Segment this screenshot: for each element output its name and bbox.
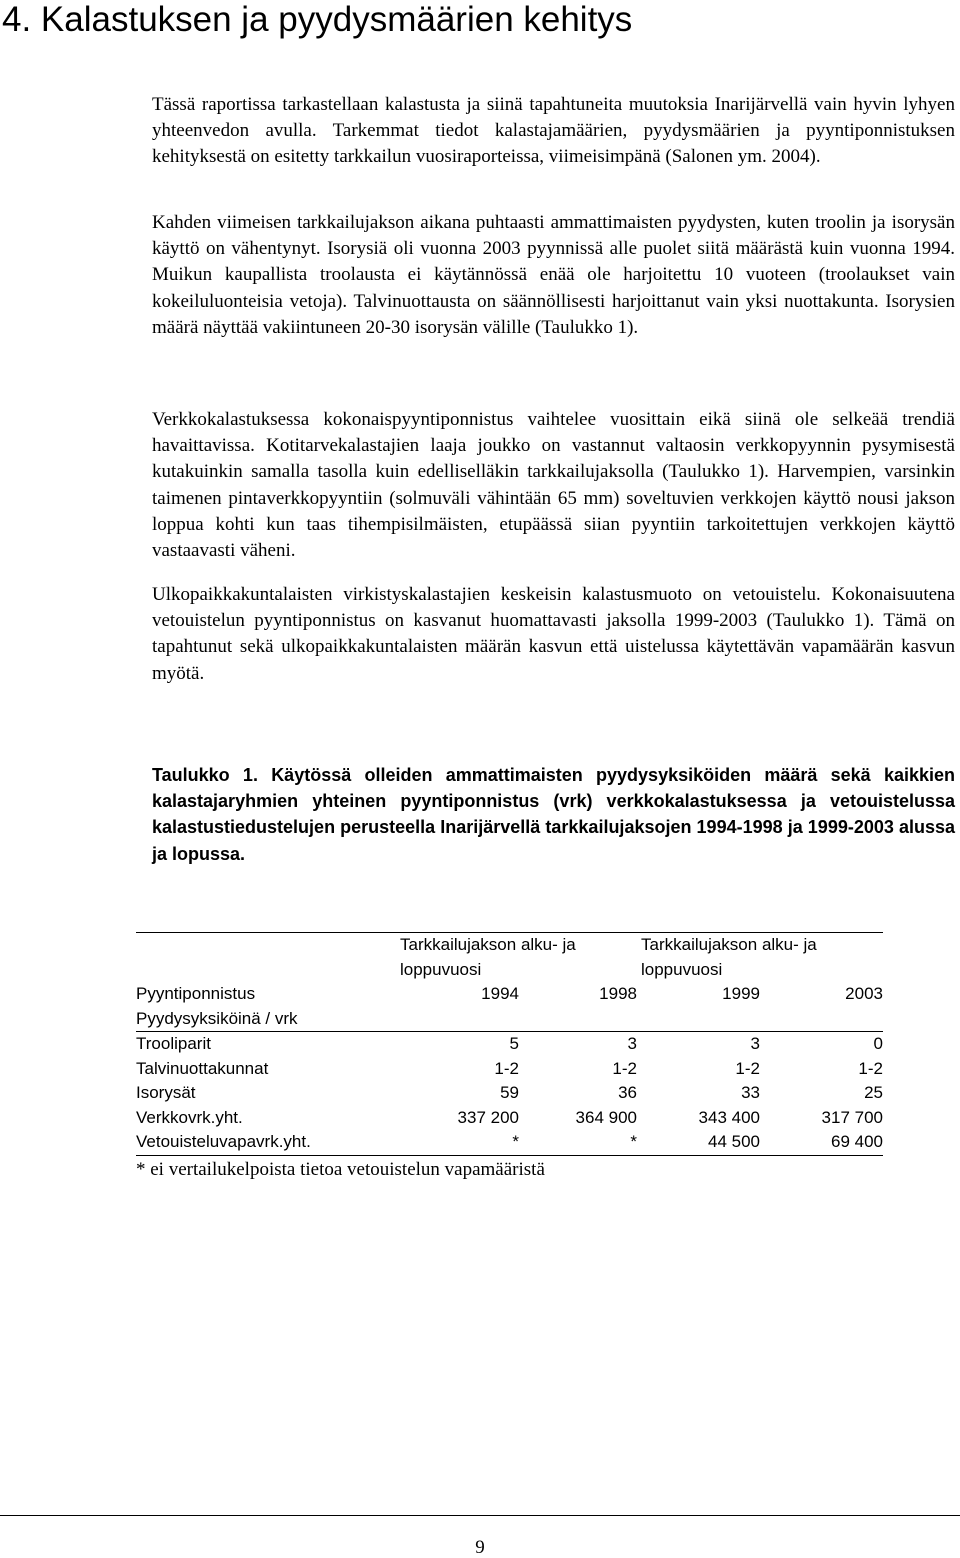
effort-label: Pyyntiponnistus (136, 984, 256, 1003)
row-label: Verkkovrk.yht. (136, 1107, 243, 1127)
value-cell: * (396, 1130, 519, 1155)
row-label: Talvinuottakunnat (136, 1058, 269, 1078)
value-cell: * (519, 1130, 637, 1155)
period-header-2: Tarkkailujakson alku- ja loppuvuosi (637, 933, 883, 983)
value-cell: 1-2 (494, 1058, 519, 1078)
page-number: 9 (475, 1537, 485, 1558)
value-cell: 1-2 (735, 1058, 760, 1078)
value-cell: 1-2 (612, 1058, 637, 1078)
table-caption: Taulukko 1. Käytössä olleiden ammattimaisten pyydysyksiköiden määrä sekä kaikkien kalastajaryhmien yhteinen pyyntiponnistus (vrk) verkkokalastuksessa ja vetouistelussa kalastustiedustelujen perusteella Inarijärvellä tarkkailujaksojen 1994-1998 ja 1999-2003 alussa ja lopussa. (152, 765, 955, 864)
value-cell: 3 (637, 1032, 760, 1057)
value-cell: 343 400 (698, 1107, 760, 1127)
value-cell: 36 (618, 1083, 637, 1102)
value-cell: 0 (760, 1032, 883, 1057)
value-cell: 33 (741, 1083, 760, 1102)
value-cell: 69 400 (760, 1130, 883, 1155)
year-cell: 1999 (722, 984, 760, 1003)
paragraph-trolling: Ulkopaikkakuntalaisten virkistyskalastajien keskeisin kalastusmuoto on vetouistelu. Kokonaisuutena vetouistelun pyyntiponnistus on kasvanut huomattavasti jaksolla 1999-2003 (Taulukko 1). Tämä on tapahtunut sekä ulkopaikkakuntalaisten määrän kasvun että uistelussa käytettävän vapamäärän kasvun myötä. (152, 584, 955, 684)
paragraph-professional-gear: Kahden viimeisen tarkkailujakson aikana puhtaasti ammattimaisten pyydysten, kuten troolin ja isorysän käyttö on vähentynyt. Isorysiä oli vuonna 2003 pyynnissä alle puolet siitä määrästä kuin vuonna 1994. Muikun kaupallista troolausta ei käytännössä enää ole harjoitettu 10 vuoteen (troolaukset vain kokeiluluonteisia vetoja). Talvinuottausta on säännöllisesti harjoittanut vain yksi nuottakunta. Isorysien määrä näyttää vakiintuneen 20-30 isorysän välille (Taulukko 1). (152, 212, 955, 338)
table-row (136, 1081, 883, 1106)
year-cell: 1998 (599, 984, 637, 1003)
row-label: Trooliparit (136, 1032, 396, 1057)
page-heading: 4. Kalastuksen ja pyydysmäärien kehitys (2, 0, 633, 39)
year-cell: 2003 (845, 984, 883, 1003)
value-cell: 364 900 (575, 1107, 637, 1127)
row-label: Isorysät (136, 1083, 196, 1102)
table-units-row (136, 1007, 883, 1032)
year-cell: 1994 (481, 984, 519, 1003)
paragraph-net-fishing: Verkkokalastuksessa kokonaispyyntiponnistus vaihtelee vuosittain eikä siinä ole selkeää trendiä havaittavissa. Kotitarvekalastajien laaja joukko on vastannut valtaosin verkkopyynnin pysymisestä kutakuinkin samalla tasolla kuin edelliselläkin tarkkailujaksolla (Taulukko 1). Harvempien, varsinkin taimenen pintaverkkopyyntiin (solmuväli vähintään 65 mm) soveltuvien verkkojen käyttö nousi jakson loppua kohti kun taas tihempisilmäisten, etupäässä siian pyyntiin tarkoitettujen verkkojen käyttö vastaavasti väheni. (152, 409, 955, 562)
units-label: Pyydysyksiköinä / vrk (136, 1008, 298, 1028)
table-row (136, 1106, 883, 1131)
value-cell: 337 200 (457, 1107, 519, 1127)
value-cell: 5 (396, 1032, 519, 1057)
period-header-1: Tarkkailujakson alku- ja loppuvuosi (396, 933, 637, 983)
value-cell: 3 (519, 1032, 637, 1057)
table-row (136, 1032, 883, 1057)
value-cell: 1-2 (858, 1058, 883, 1078)
table-row (136, 1130, 883, 1155)
paragraph-intro: Tässä raportissa tarkastellaan kalastusta ja siinä tapahtuneita muutoksia Inarijärvellä vain hyvin lyhyen yhteenvedon avulla. Tarkemmat tiedot kalastajamäärien, pyydysmäärien ja pyyntiponnistuksen kehityksestä on esitetty tarkkailun vuosiraporteissa, viimeisimpänä (Salonen ym. 2004). (152, 94, 955, 168)
effort-table (136, 932, 883, 1156)
row-label: Vetouisteluvapavrk.yht. (136, 1130, 396, 1155)
value-cell: 25 (864, 1083, 883, 1102)
table-row (136, 1057, 883, 1082)
footer-rule (0, 1515, 960, 1516)
value-cell: 59 (500, 1083, 519, 1102)
table-footnote: * ei vertailukelpoista tietoa vetouistelun vapamääristä (136, 1159, 545, 1180)
table-header-row (136, 933, 883, 983)
value-cell: 44 500 (637, 1130, 760, 1155)
value-cell: 317 700 (821, 1107, 883, 1127)
table-years-row (136, 982, 883, 1007)
